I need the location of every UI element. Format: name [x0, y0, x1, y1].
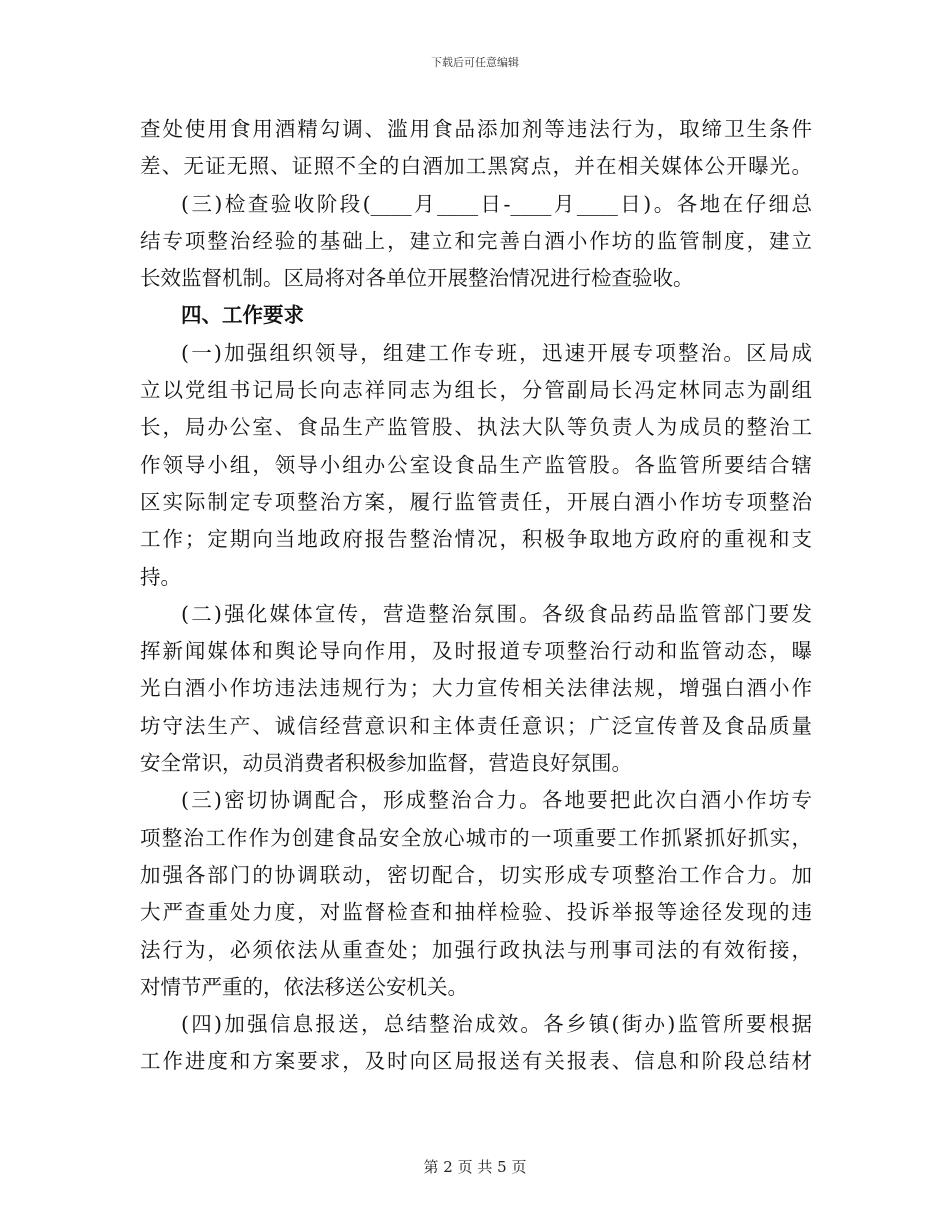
text-line: 大严查重处力度，对监督检查和抽样检验、投诉举报等途径发现的违	[140, 900, 812, 925]
text-line: 安全常识，动员消费者积极参加监督，营造良好氛围。	[140, 751, 632, 776]
paragraph-start-line: (二)强化媒体宣传，营造整治氛围。各级食品药品监管部门要发	[181, 601, 812, 626]
page-header-note: 下载后可任意编辑	[431, 56, 519, 69]
text-line: 工作；定期向当地政府报告整治情况，积极争取地方政府的重视和支	[140, 527, 812, 552]
text-line: 作领导小组，领导小组办公室设食品生产监管股。各监管所要结合辖	[140, 452, 812, 477]
text-line: 持。	[140, 564, 181, 589]
paragraph-start-line: (四)加强信息报送，总结整治成效。各乡镇(街办)监管所要根据	[181, 1012, 812, 1037]
text-line: 对情节严重的，依法移送公安机关。	[140, 974, 468, 999]
text-line: 光白酒小作坊违法违规行为；大力宣传相关法律法规，增强白酒小作	[140, 676, 812, 701]
paragraph-start-line: (一)加强组织领导，组建工作专班，迅速开展专项整治。区局成	[181, 340, 812, 365]
document-body	[140, 111, 812, 1081]
paragraph-start-line: (三)密切协调配合，形成整治合力。各地要把此次白酒小作坊专	[181, 788, 812, 813]
text-line: 长效监督机制。区局将对各单位开展整治情况进行检查验收。	[140, 266, 694, 291]
text-line: 工作进度和方案要求，及时向区局报送有关报表、信息和阶段总结材	[140, 1049, 812, 1074]
text-line: 立以党组书记局长向志祥同志为组长，分管副局长冯定林同志为副组	[140, 378, 812, 403]
page-number: 第 2 页 共 5 页	[423, 1158, 527, 1176]
text-line: 加强各部门的协调联动，密切配合，切实形成专项整治工作合力。加	[140, 862, 812, 887]
paragraph-start-line: (三)检查验收阶段(____月____日-____月____日)。各地在仔细总	[181, 191, 812, 216]
text-line: 项整治工作作为创建食品安全放心城市的一项重要工作抓紧抓好抓实，	[140, 825, 812, 850]
text-line: 结专项整治经验的基础上，建立和完善白酒小作坊的监管制度，建立	[140, 228, 812, 253]
text-line: 挥新闻媒体和舆论导向作用，及时报道专项整治行动和监管动态，曝	[140, 639, 812, 664]
text-line: 区实际制定专项整治方案，履行监管责任，开展白酒小作坊专项整治	[140, 489, 812, 514]
text-line: 坊守法生产、诚信经营意识和主体责任意识；广泛宣传普及食品质量	[140, 713, 812, 738]
text-line: 法行为，必须依法从重查处；加强行政执法与刑事司法的有效衔接，	[140, 937, 812, 962]
text-line: 差、无证无照、证照不全的白酒加工黑窝点，并在相关媒体公开曝光。	[140, 154, 812, 179]
text-line: 查处使用食用酒精勾调、滥用食品添加剂等违法行为，取缔卫生条件	[140, 117, 812, 141]
text-line: 长，局办公室、食品生产监管股、执法大队等负责人为成员的整治工	[140, 415, 812, 440]
section-heading: 四、工作要求	[181, 303, 304, 328]
